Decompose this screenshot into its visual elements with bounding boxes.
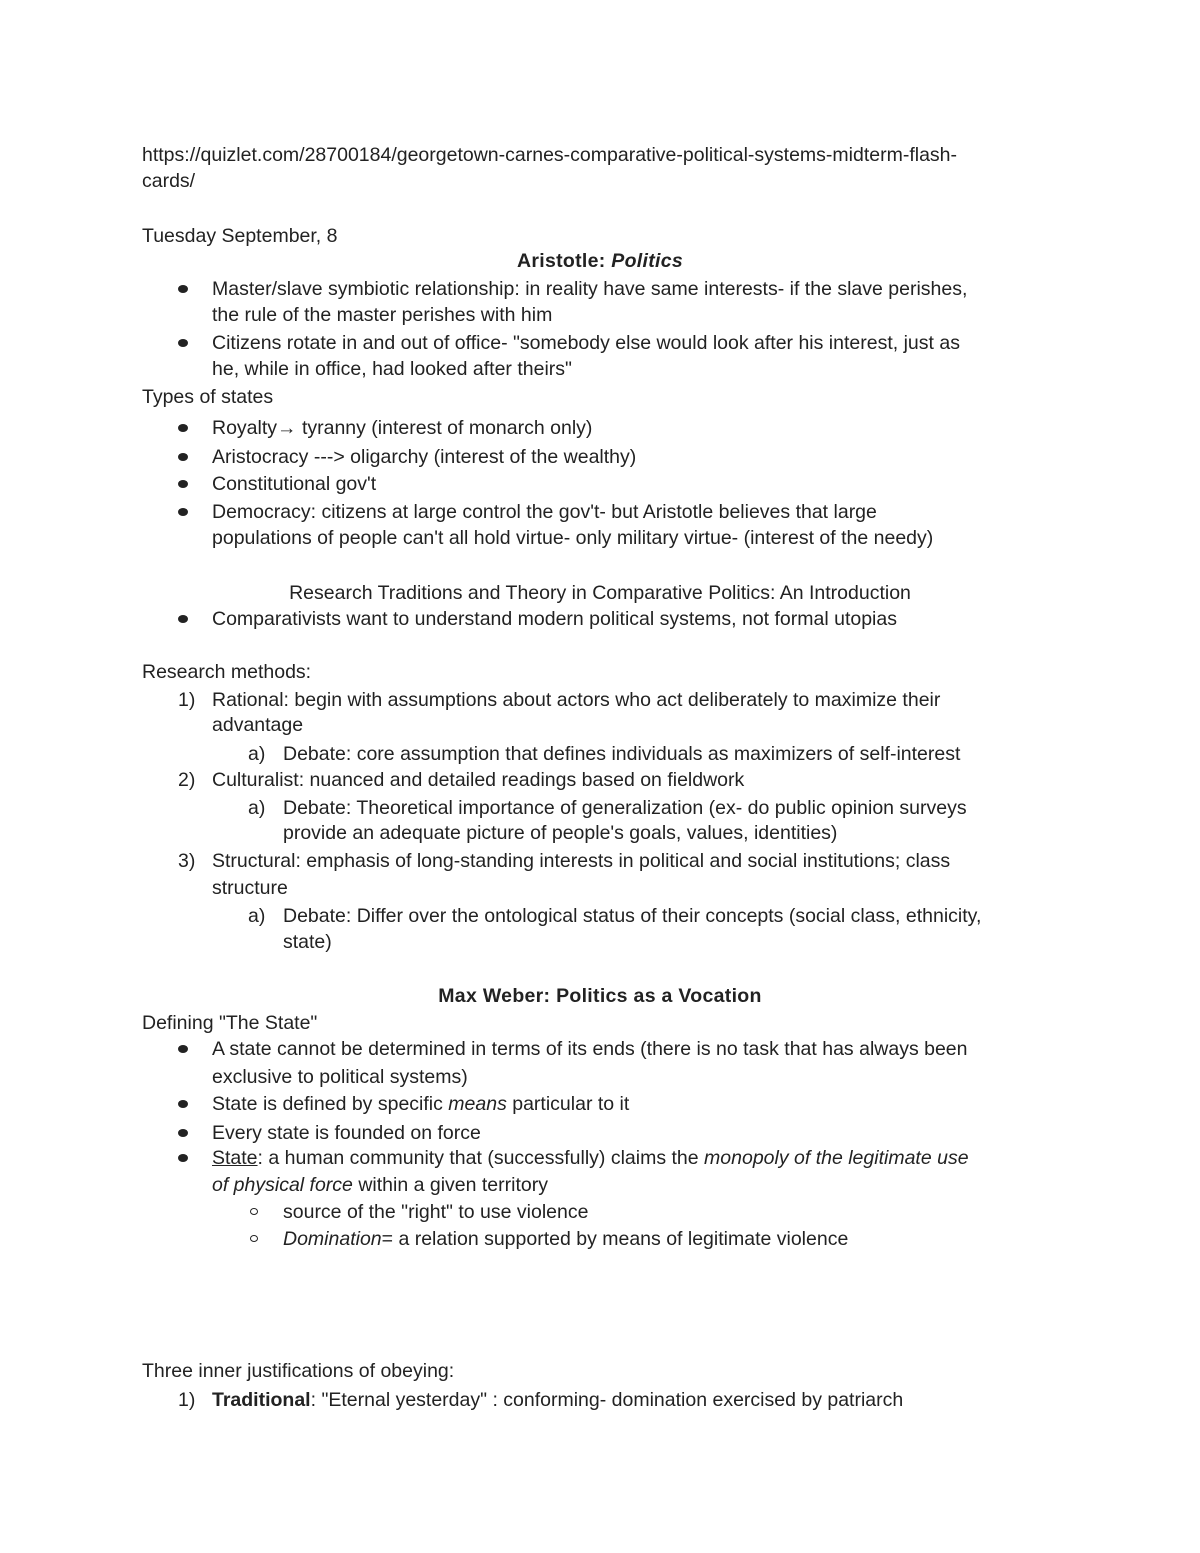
weber-bullet-2 — [212, 1095, 629, 1115]
weber-bullet-4-line-1 — [212, 1149, 969, 1169]
weber-bullet-4-post: within a given territory — [352, 1174, 548, 1196]
weber-bullet-3: Every state is founded on force — [212, 1122, 481, 1144]
method-2-number: 2) — [178, 769, 196, 791]
comparativists-bullet: Comparativists want to understand modern political systems, not formal utopias — [212, 608, 897, 630]
method-1-sub-letter: a) — [248, 743, 266, 765]
type-royalty: Royalty→ tyranny (interest of monarch only) — [212, 417, 593, 439]
justification-1-number: 1) — [178, 1389, 196, 1411]
weber-bullet-4-em1: monopoly of the legitimate use — [704, 1147, 969, 1169]
method-2-line-1: Culturalist: nuanced and detailed readings based on fieldwork — [212, 769, 745, 791]
state-term: State — [212, 1147, 258, 1169]
method-3-number: 3) — [178, 850, 196, 872]
method-3-sub-line-2: state) — [283, 931, 332, 953]
type-constitutional: Constitutional gov't — [212, 473, 377, 495]
method-1-line-2: advantage — [212, 714, 304, 736]
source-url-line-1[interactable]: https://quizlet.com/28700184/georgetown-carnes-comparative-political-systems-midterm-flash- — [142, 144, 958, 166]
weber-bullet-1-line-2: exclusive to political systems) — [212, 1066, 468, 1088]
aristotle-heading-work: Politics — [611, 250, 684, 272]
method-3-sub-line-1: Debate: Differ over the ontological status of their concepts (social class, ethnicity, — [283, 905, 982, 927]
justification-1-post: : "Eternal yesterday" : conforming- domination exercised by patriarch — [310, 1389, 904, 1411]
types-of-states-label: Types of states — [142, 386, 274, 408]
type-aristocracy: Aristocracy ---> oligarchy (interest of the wealthy) — [212, 446, 637, 468]
aristotle-heading — [0, 252, 1200, 272]
bullet-icon — [178, 615, 188, 623]
aristotle-heading-name: Aristotle: — [516, 250, 612, 272]
weber-bullet-1-line-1: A state cannot be determined in terms of its ends (there is no task that has always been — [212, 1038, 968, 1060]
weber-bullet-4-em2: of physical force — [212, 1174, 353, 1196]
hollow-bullet-icon — [250, 1208, 258, 1215]
aristotle-bullet-2-line-2: he, while in office, had looked after theirs" — [212, 358, 572, 380]
bullet-icon — [178, 480, 188, 488]
bullet-icon — [178, 1100, 188, 1108]
traditional-term: Traditional — [212, 1389, 311, 1411]
weber-bullet-4-line-2 — [212, 1176, 548, 1196]
aristotle-bullet-1-line-2: the rule of the master perishes with him — [212, 304, 553, 326]
defining-state-label: Defining "The State" — [142, 1012, 318, 1034]
method-3-sub-letter: a) — [248, 905, 266, 927]
method-3-line-2: structure — [212, 877, 288, 899]
domination-term: Domination — [283, 1228, 382, 1250]
hollow-bullet-icon — [250, 1235, 258, 1242]
method-1-number: 1) — [178, 689, 196, 711]
weber-bullet-2-pre: State is defined by specific — [212, 1093, 449, 1115]
justifications-label: Three inner justifications of obeying: — [142, 1360, 455, 1382]
bullet-icon — [178, 1129, 188, 1137]
research-traditions-heading: Research Traditions and Theory in Comparative Politics: An Introduction — [289, 582, 911, 604]
type-democracy-line-1: Democracy: citizens at large control the gov't- but Aristotle believes that large — [212, 501, 877, 523]
method-2-sub-letter: a) — [248, 797, 266, 819]
bullet-icon — [178, 1045, 188, 1053]
method-2-sub-line-2: provide an adequate picture of people's goals, values, identities) — [283, 822, 838, 844]
type-democracy-line-2: populations of people can't all hold virtue- only military virtue- (interest of the needy) — [212, 527, 934, 549]
aristotle-bullet-2-line-1: Citizens rotate in and out of office- "somebody else would look after his interest, just as — [212, 332, 960, 354]
research-methods-label: Research methods: — [142, 661, 312, 683]
weber-bullet-4-mid: : a human community that (successfully) claims the — [257, 1147, 705, 1169]
bullet-icon — [178, 339, 188, 347]
method-2-sub-line-1: Debate: Theoretical importance of generalization (ex- do public opinion surveys — [283, 797, 967, 819]
bullet-icon — [178, 1154, 188, 1162]
bullet-icon — [178, 424, 188, 432]
source-url-line-2[interactable]: cards/ — [142, 170, 196, 192]
method-1-line-1: Rational: begin with assumptions about actors who act deliberately to maximize their — [212, 689, 941, 711]
aristotle-bullet-1-line-1: Master/slave symbiotic relationship: in reality have same interests- if the slave perishes, — [212, 278, 968, 300]
date-line: Tuesday September, 8 — [142, 225, 338, 247]
method-1-sub-line-1: Debate: core assumption that defines individuals as maximizers of self-interest — [283, 743, 961, 765]
weber-bullet-2-post: particular to it — [506, 1093, 630, 1115]
weber-sub-bullet-2 — [283, 1230, 848, 1250]
weber-bullet-2-em: means — [448, 1093, 507, 1115]
weber-sub-bullet-1: source of the "right" to use violence — [283, 1201, 589, 1223]
weber-sub-bullet-2-post: = a relation supported by means of legitimate violence — [381, 1228, 849, 1250]
bullet-icon — [178, 508, 188, 516]
weber-heading: Max Weber: Politics as a Vocation — [438, 985, 762, 1007]
bullet-icon — [178, 453, 188, 461]
justification-1-line — [212, 1391, 903, 1411]
method-3-line-1: Structural: emphasis of long-standing interests in political and social institutions; class — [212, 850, 951, 872]
bullet-icon — [178, 285, 188, 293]
